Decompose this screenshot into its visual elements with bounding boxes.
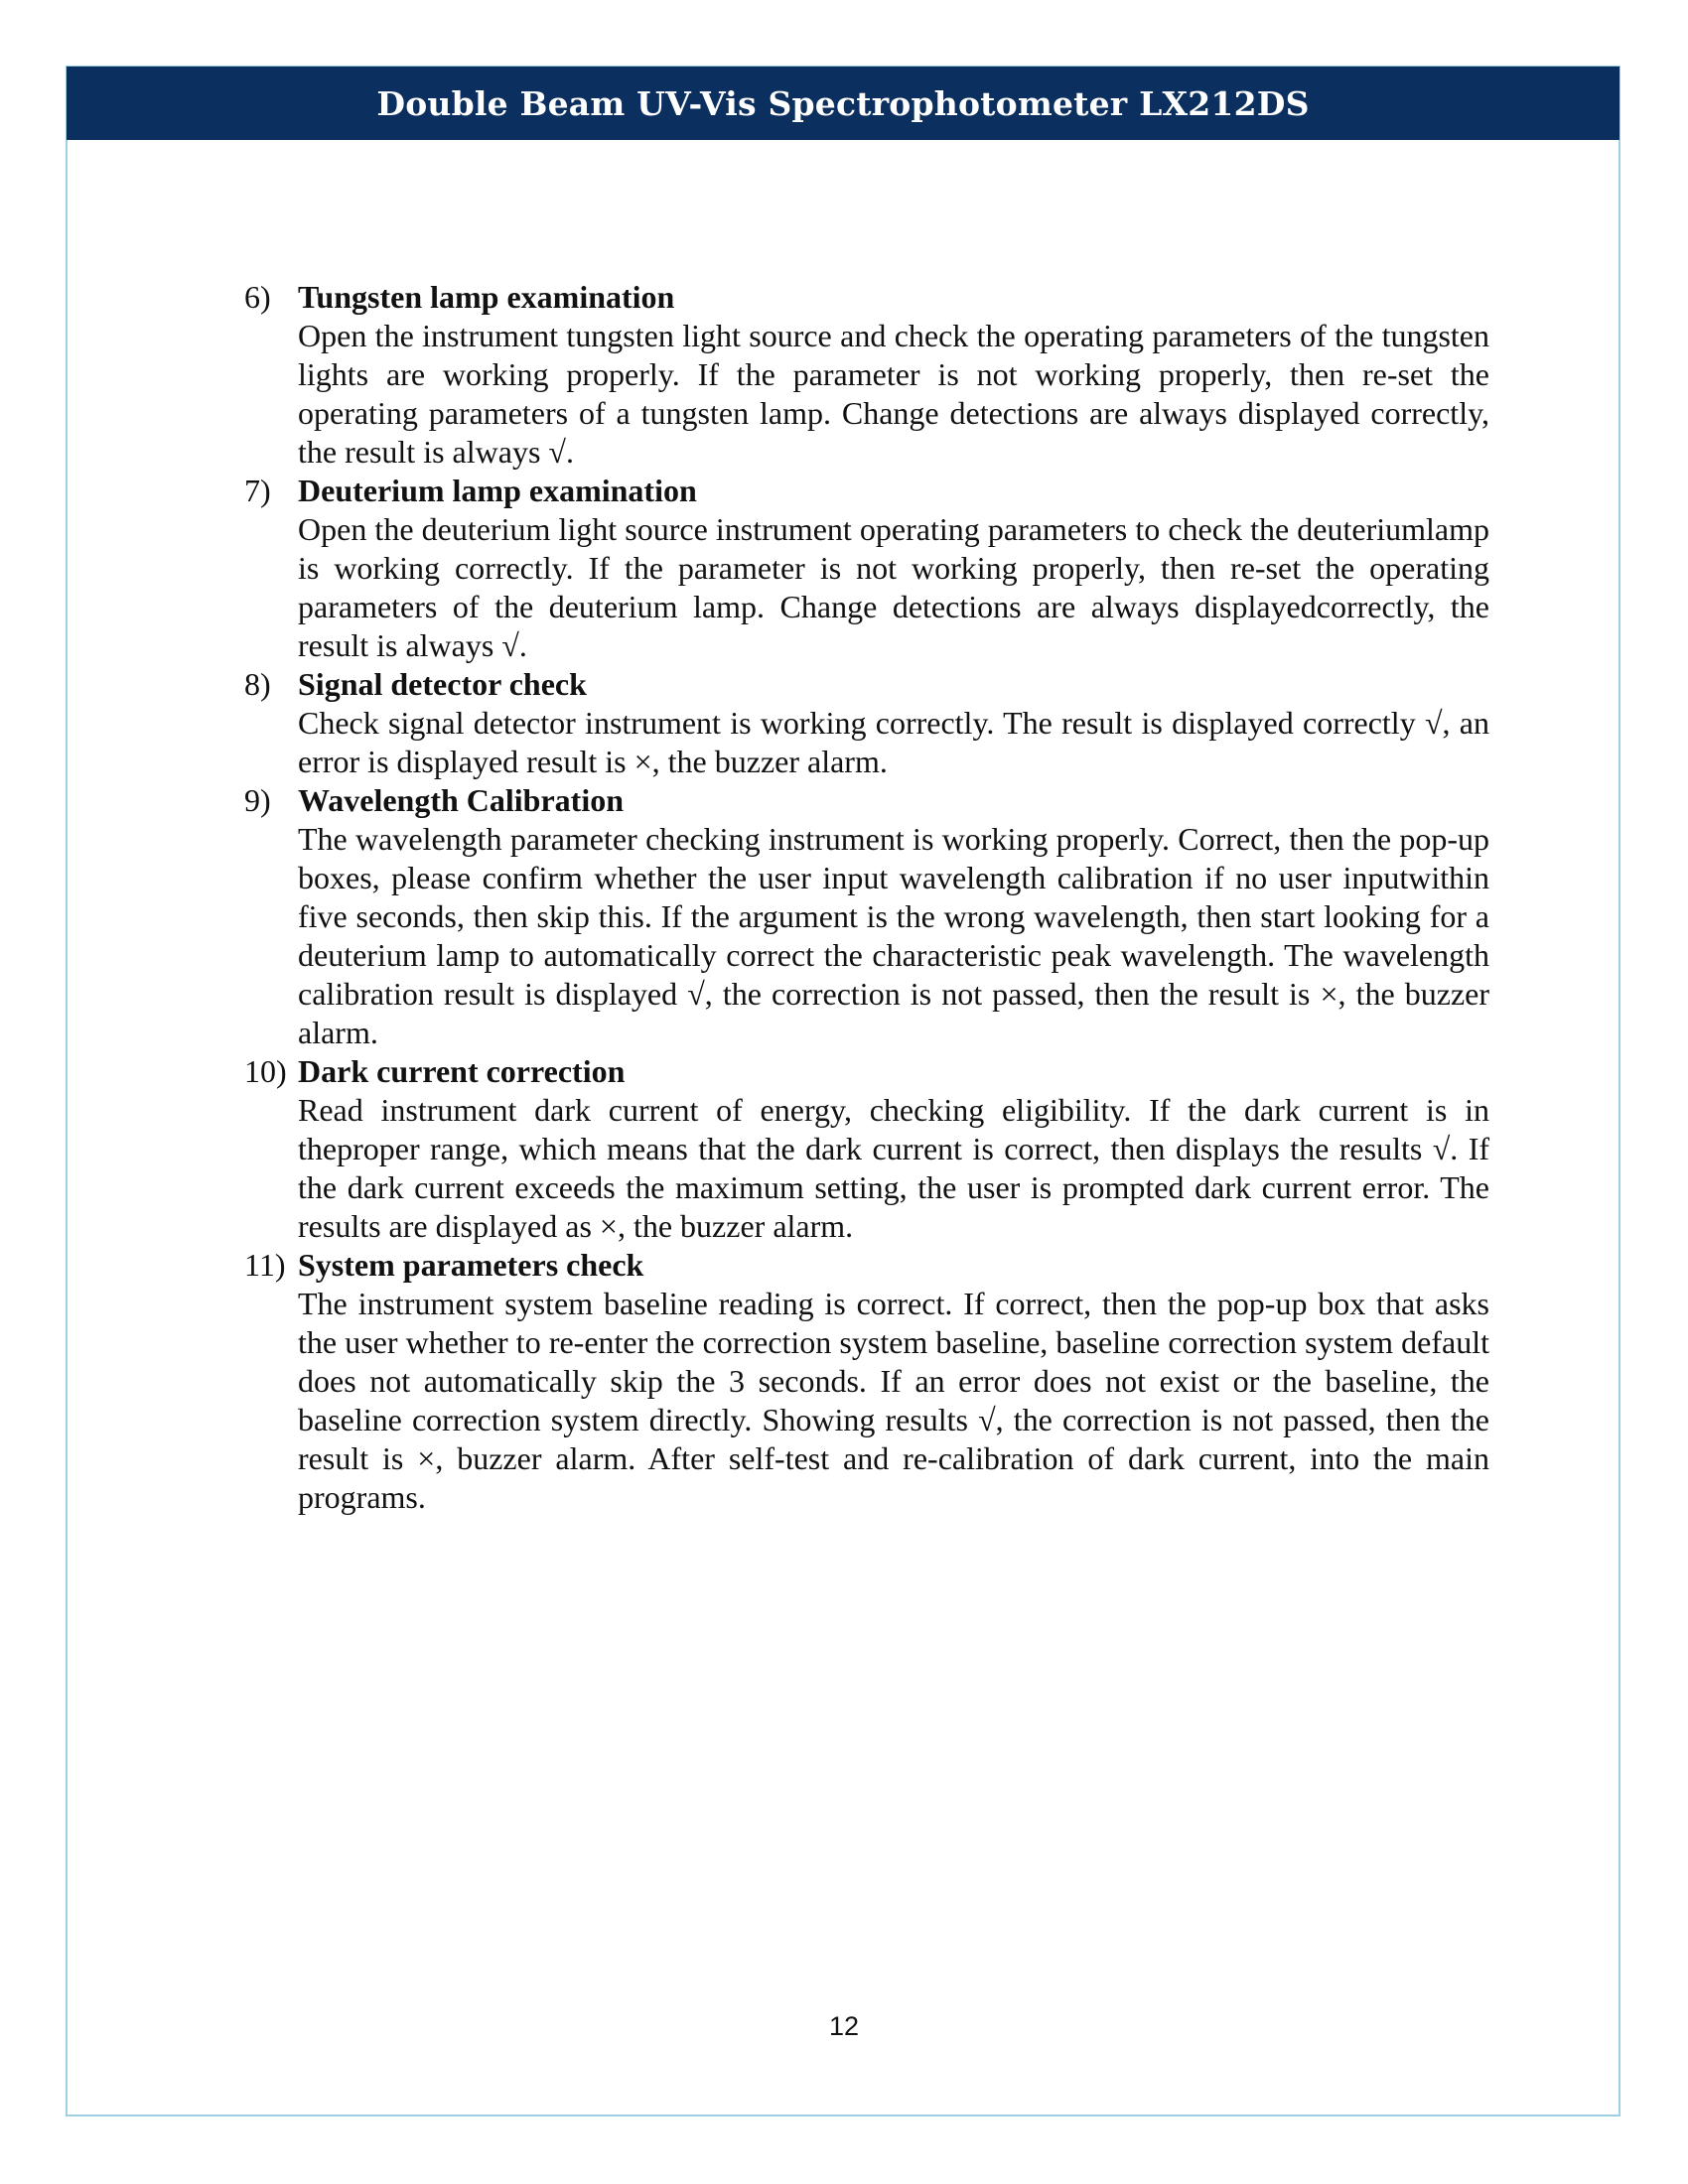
document-header	[67, 67, 1619, 140]
page-number: 12	[828, 2011, 860, 2041]
item-title: Wavelength Calibration	[298, 782, 625, 818]
item-number: 6)	[244, 279, 271, 315]
item-body: Open the instrument tungsten light source and check the operating parameters of the tungsten lights are working properly. If the parameter is not working properly, then re-set the operating parameters of a tungsten lamp. Change detections are always displayed correctly, the result is always √.	[298, 318, 1489, 470]
item-body: The instrument system baseline reading is correct. If correct, then the pop-up box that asks the user whether to re-enter the correction system baseline, baseline correction system default does not automatically skip the 3 seconds. If an error does not exist or the baseline, the baseline correction system directly. Showing results √, the correction is not passed, then the result is ×, buzzer alarm. After self-test and re-calibration of dark current, into the main programs.	[298, 1286, 1489, 1515]
procedure-item-6	[244, 278, 1489, 472]
item-title: Dark current correction	[298, 1053, 626, 1089]
item-number: 9)	[244, 782, 271, 818]
document-title: Double Beam UV-Vis Spectrophotometer LX212DS	[376, 83, 1310, 123]
procedure-item-11	[244, 1246, 1489, 1517]
procedure-item-8	[244, 665, 1489, 781]
item-body: Read instrument dark current of energy, checking eligibility. If the dark current is in theproper range, which means that the dark current is correct, then displays the results √. If the dark current exceeds the maximum setting, the user is prompted dark current error. The results are displayed as ×, the buzzer alarm.	[298, 1092, 1489, 1244]
item-title: Deuterium lamp examination	[298, 473, 697, 508]
item-title: Signal detector check	[298, 666, 587, 702]
item-number: 10)	[244, 1053, 287, 1089]
item-body: The wavelength parameter checking instrument is working properly. Correct, then the pop-up boxes, please confirm whether the user input wavelength calibration if no user inputwithin five seconds, then skip this. If the argument is the wrong wavelength, then start looking for a deuterium lamp to automatically correct the characteristic peak wavelength. The wavelength calibration result is displayed √, the correction is not passed, then the result is ×, the buzzer alarm.	[298, 821, 1489, 1050]
item-title: Tungsten lamp examination	[298, 279, 675, 315]
procedure-item-7	[244, 472, 1489, 665]
item-title: System parameters check	[298, 1247, 644, 1283]
item-body: Open the deuterium light source instrument operating parameters to check the deuteriumlamp is working correctly. If the parameter is not working properly, then re-set the operating parameters of the deuterium lamp. Change detections are always displayedcorrectly, the result is always √.	[298, 511, 1489, 663]
item-body: Check signal detector instrument is working correctly. The result is displayed correctly √, an error is displayed result is ×, the buzzer alarm.	[298, 705, 1489, 779]
item-number: 7)	[244, 473, 271, 508]
item-number: 11)	[244, 1247, 286, 1283]
item-number: 8)	[244, 666, 271, 702]
procedure-item-10	[244, 1052, 1489, 1246]
procedure-list	[244, 278, 1489, 1517]
procedure-item-9	[244, 781, 1489, 1052]
